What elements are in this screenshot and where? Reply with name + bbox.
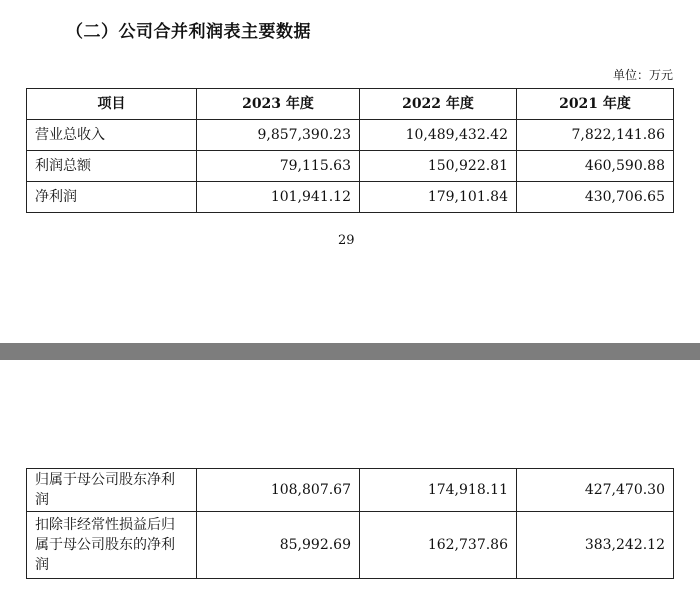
header-2021: 2021 年度 (517, 89, 674, 120)
value-2023: 101,941.12 (197, 182, 360, 213)
value-2022: 174,918.11 (360, 469, 517, 512)
table-row (27, 120, 674, 151)
row-label: 净利润 (27, 182, 197, 213)
header-2022: 2022 年度 (360, 89, 517, 120)
value-2023: 9,857,390.23 (197, 120, 360, 151)
header-2023: 2023 年度 (197, 89, 360, 120)
value-2023: 79,115.63 (197, 151, 360, 182)
row-label: 归属于母公司股东净利润 (27, 469, 197, 512)
value-2022: 10,489,432.42 (360, 120, 517, 151)
row-label: 利润总额 (27, 151, 197, 182)
value-2023: 85,992.69 (197, 512, 360, 579)
value-2021: 460,590.88 (517, 151, 674, 182)
value-2022: 179,101.84 (360, 182, 517, 213)
value-2022: 150,922.81 (360, 151, 517, 182)
value-2022: 162,737.86 (360, 512, 517, 579)
page-separator (0, 343, 700, 360)
section-title: （二）公司合并利润表主要数据 (66, 22, 311, 42)
table-header-row (27, 89, 674, 120)
table-row (27, 512, 674, 579)
table-row (27, 151, 674, 182)
table-row (27, 469, 674, 512)
value-2021: 430,706.65 (517, 182, 674, 213)
row-label: 营业总收入 (27, 120, 197, 151)
value-2021: 7,822,141.86 (517, 120, 674, 151)
header-item: 项目 (27, 89, 197, 120)
row-label: 扣除非经常性损益后归属于母公司股东的净利润 (27, 512, 197, 579)
value-2023: 108,807.67 (197, 469, 360, 512)
income-statement-table-continued (26, 468, 674, 579)
value-2021: 383,242.12 (517, 512, 674, 579)
value-2021: 427,470.30 (517, 469, 674, 512)
income-statement-table (26, 88, 674, 213)
table-row (27, 182, 674, 213)
unit-label: 单位：万元 (612, 68, 673, 82)
page-number: 29 (338, 233, 355, 248)
